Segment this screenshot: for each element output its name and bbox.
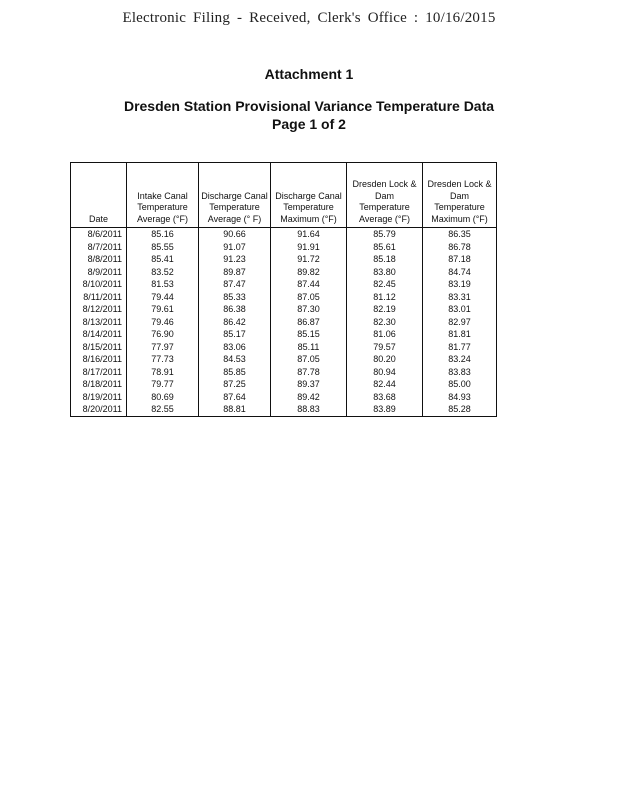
date-cell: 8/13/2011 [71, 316, 127, 329]
table-row [71, 328, 497, 341]
discharge-max-cell: 91.72 [271, 253, 347, 266]
table-row [71, 278, 497, 291]
date-cell: 8/16/2011 [71, 353, 127, 366]
discharge-avg-cell: 85.85 [199, 366, 271, 379]
discharge-avg-cell: 86.38 [199, 303, 271, 316]
lockdam-max-cell: 83.83 [423, 366, 497, 379]
lockdam-max-cell: 85.28 [423, 403, 497, 416]
intake-avg-cell: 85.55 [127, 241, 199, 254]
table-row [71, 353, 497, 366]
column-header-lockdam-avg: Dresden Lock & Dam Temperature Average (°F) [347, 163, 423, 228]
intake-avg-cell: 78.91 [127, 366, 199, 379]
table-header-row [71, 163, 497, 228]
lockdam-max-cell: 86.78 [423, 241, 497, 254]
discharge-max-cell: 87.05 [271, 291, 347, 304]
discharge-avg-cell: 88.81 [199, 403, 271, 416]
lockdam-avg-cell: 81.12 [347, 291, 423, 304]
intake-avg-cell: 85.41 [127, 253, 199, 266]
table-row [71, 241, 497, 254]
date-cell: 8/14/2011 [71, 328, 127, 341]
intake-avg-cell: 80.69 [127, 391, 199, 404]
intake-avg-cell: 81.53 [127, 278, 199, 291]
table-row [71, 291, 497, 304]
lockdam-avg-cell: 82.45 [347, 278, 423, 291]
discharge-max-cell: 87.44 [271, 278, 347, 291]
intake-avg-cell: 85.16 [127, 228, 199, 241]
date-cell: 8/6/2011 [71, 228, 127, 241]
discharge-avg-cell: 87.47 [199, 278, 271, 291]
lockdam-max-cell: 82.97 [423, 316, 497, 329]
lockdam-max-cell: 83.31 [423, 291, 497, 304]
lockdam-avg-cell: 81.06 [347, 328, 423, 341]
lockdam-max-cell: 86.35 [423, 228, 497, 241]
table-row [71, 341, 497, 354]
table-body [71, 228, 497, 417]
temperature-data-table [70, 162, 497, 417]
table-row [71, 303, 497, 316]
lockdam-max-cell: 83.01 [423, 303, 497, 316]
discharge-avg-cell: 83.06 [199, 341, 271, 354]
table-row [71, 266, 497, 279]
intake-avg-cell: 79.77 [127, 378, 199, 391]
lockdam-avg-cell: 85.61 [347, 241, 423, 254]
date-cell: 8/8/2011 [71, 253, 127, 266]
intake-avg-cell: 79.44 [127, 291, 199, 304]
discharge-max-cell: 85.11 [271, 341, 347, 354]
discharge-avg-cell: 89.87 [199, 266, 271, 279]
discharge-avg-cell: 86.42 [199, 316, 271, 329]
discharge-max-cell: 86.87 [271, 316, 347, 329]
table-row [71, 391, 497, 404]
lockdam-avg-cell: 85.79 [347, 228, 423, 241]
discharge-avg-cell: 85.17 [199, 328, 271, 341]
lockdam-max-cell: 84.74 [423, 266, 497, 279]
date-cell: 8/20/2011 [71, 403, 127, 416]
column-header-lockdam-max: Dresden Lock & Dam Temperature Maximum (°F) [423, 163, 497, 228]
date-cell: 8/7/2011 [71, 241, 127, 254]
discharge-max-cell: 87.78 [271, 366, 347, 379]
table-row [71, 378, 497, 391]
lockdam-avg-cell: 80.94 [347, 366, 423, 379]
table-row [71, 253, 497, 266]
lockdam-avg-cell: 82.44 [347, 378, 423, 391]
discharge-avg-cell: 87.64 [199, 391, 271, 404]
table-row [71, 316, 497, 329]
document-title: Dresden Station Provisional Variance Temperature Data [123, 98, 495, 114]
discharge-max-cell: 91.64 [271, 228, 347, 241]
date-cell: 8/11/2011 [71, 291, 127, 304]
discharge-max-cell: 89.82 [271, 266, 347, 279]
table-row [71, 366, 497, 379]
page-indicator: Page 1 of 2 [272, 116, 346, 132]
lockdam-max-cell: 87.18 [423, 253, 497, 266]
discharge-max-cell: 89.37 [271, 378, 347, 391]
date-cell: 8/12/2011 [71, 303, 127, 316]
date-cell: 8/17/2011 [71, 366, 127, 379]
lockdam-max-cell: 81.77 [423, 341, 497, 354]
discharge-max-cell: 88.83 [271, 403, 347, 416]
lockdam-max-cell: 83.24 [423, 353, 497, 366]
lockdam-max-cell: 81.81 [423, 328, 497, 341]
lockdam-max-cell: 83.19 [423, 278, 497, 291]
column-header-discharge-avg: Discharge Canal Temperature Average (° F) [199, 163, 271, 228]
date-cell: 8/10/2011 [71, 278, 127, 291]
discharge-max-cell: 91.91 [271, 241, 347, 254]
discharge-max-cell: 87.30 [271, 303, 347, 316]
lockdam-avg-cell: 82.30 [347, 316, 423, 329]
discharge-max-cell: 85.15 [271, 328, 347, 341]
lockdam-avg-cell: 83.80 [347, 266, 423, 279]
discharge-avg-cell: 91.07 [199, 241, 271, 254]
lockdam-avg-cell: 79.57 [347, 341, 423, 354]
lockdam-max-cell: 84.93 [423, 391, 497, 404]
attachment-heading: Attachment 1 [264, 66, 354, 82]
lockdam-avg-cell: 80.20 [347, 353, 423, 366]
date-cell: 8/18/2011 [71, 378, 127, 391]
intake-avg-cell: 76.90 [127, 328, 199, 341]
lockdam-max-cell: 85.00 [423, 378, 497, 391]
discharge-avg-cell: 91.23 [199, 253, 271, 266]
column-header-intake-avg: Intake Canal Temperature Average (°F) [127, 163, 199, 228]
discharge-avg-cell: 87.25 [199, 378, 271, 391]
discharge-avg-cell: 85.33 [199, 291, 271, 304]
lockdam-avg-cell: 85.18 [347, 253, 423, 266]
lockdam-avg-cell: 83.89 [347, 403, 423, 416]
filing-stamp: Electronic Filing - Received, Clerk's Office : 10/16/2015 [122, 10, 496, 26]
intake-avg-cell: 79.61 [127, 303, 199, 316]
intake-avg-cell: 77.97 [127, 341, 199, 354]
intake-avg-cell: 77.73 [127, 353, 199, 366]
table-row [71, 228, 497, 241]
discharge-max-cell: 89.42 [271, 391, 347, 404]
discharge-avg-cell: 90.66 [199, 228, 271, 241]
date-cell: 8/15/2011 [71, 341, 127, 354]
discharge-max-cell: 87.05 [271, 353, 347, 366]
discharge-avg-cell: 84.53 [199, 353, 271, 366]
table-row [71, 403, 497, 416]
intake-avg-cell: 83.52 [127, 266, 199, 279]
intake-avg-cell: 79.46 [127, 316, 199, 329]
column-header-discharge-max: Discharge Canal Temperature Maximum (°F) [271, 163, 347, 228]
column-header-date: Date [71, 163, 127, 228]
lockdam-avg-cell: 83.68 [347, 391, 423, 404]
date-cell: 8/9/2011 [71, 266, 127, 279]
intake-avg-cell: 82.55 [127, 403, 199, 416]
lockdam-avg-cell: 82.19 [347, 303, 423, 316]
date-cell: 8/19/2011 [71, 391, 127, 404]
